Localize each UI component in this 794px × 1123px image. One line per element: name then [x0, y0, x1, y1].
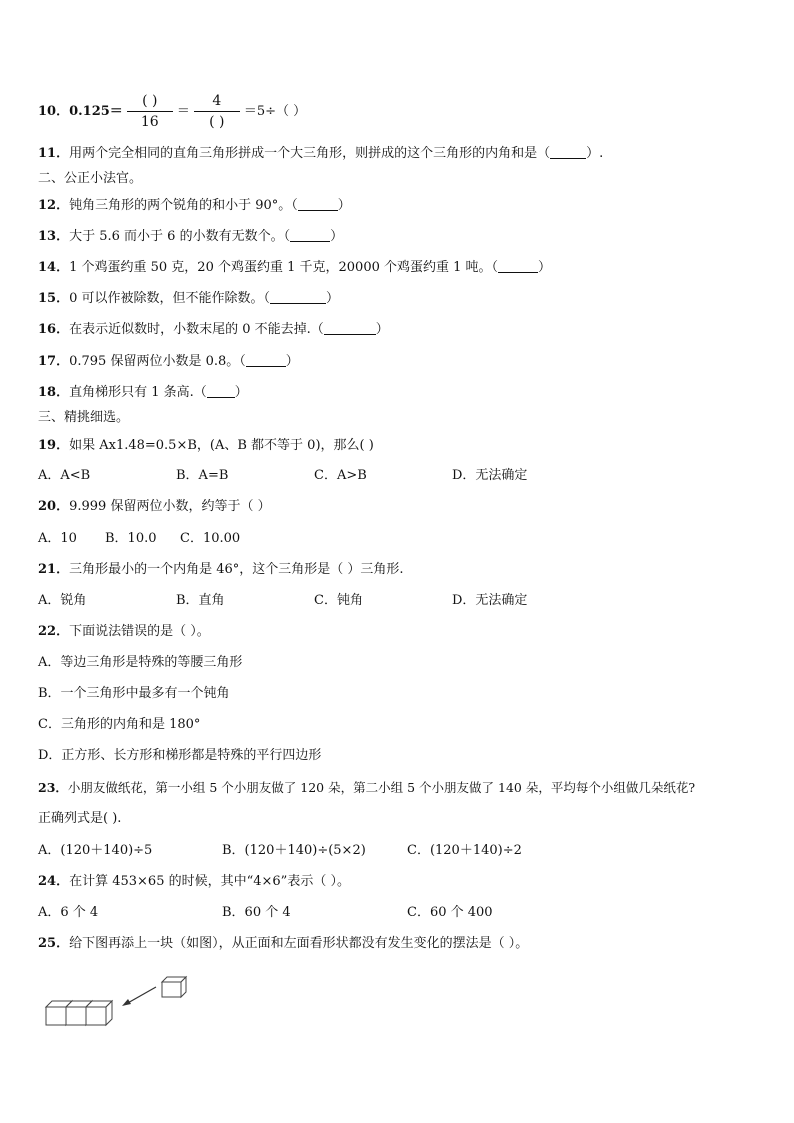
- option-c[interactable]: C．10.00: [180, 531, 241, 546]
- question-18: 18．直角梯形只有 1 条高.（ ）: [38, 385, 248, 400]
- option-c[interactable]: C．A>B: [314, 468, 367, 483]
- option-d[interactable]: D．无法确定: [452, 468, 528, 483]
- answer-blank[interactable]: [550, 146, 586, 159]
- answer-blank[interactable]: [246, 354, 286, 367]
- fraction-blank-over-16: $\frac{( )}{16}$: [127, 92, 173, 131]
- question-17: 17．0.795 保留两位小数是 0.8。（ ）: [38, 354, 299, 369]
- equals-sign: ＝: [176, 104, 190, 119]
- option-d[interactable]: D．无法确定: [452, 593, 528, 608]
- option-a[interactable]: A．6 个 4: [38, 905, 99, 920]
- question-10-lhs: 0.125＝: [69, 104, 123, 119]
- section-heading-2: 二、公正小法官。: [38, 171, 143, 186]
- option-b[interactable]: B．直角: [176, 593, 225, 608]
- answer-blank[interactable]: [324, 322, 376, 335]
- question-23-line-2: 正确列式是( ).: [38, 811, 122, 826]
- option-c[interactable]: C．钝角: [314, 593, 363, 608]
- question-24: 24．在计算 453×65 的时候，其中“4×6”表示（ ）。: [38, 874, 350, 889]
- option-c[interactable]: C．(120＋140)÷2: [407, 843, 522, 858]
- question-20: 20．9.999 保留两位小数，约等于（ ）: [38, 499, 271, 514]
- answer-blank[interactable]: [498, 260, 538, 273]
- option-b[interactable]: B．10.0: [105, 531, 157, 546]
- question-15: 15．0 可以作被除数，但不能作除数。（ ）: [38, 291, 340, 306]
- question-19: 19．如果 Ax1.48=0.5×B，(A、B 都不等于 0)，那么( ): [38, 438, 374, 453]
- option-a[interactable]: A．等边三角形是特殊的等腰三角形: [38, 655, 243, 670]
- section-heading-3: 三、精挑细选。: [38, 410, 130, 425]
- question-12: 12．钝角三角形的两个锐角的和小于 90°。（ ）: [38, 198, 351, 213]
- cube-figure: [40, 968, 200, 1032]
- option-b[interactable]: B．60 个 4: [222, 905, 291, 920]
- question-22: 22．下面说法错误的是（ ）。: [38, 624, 210, 639]
- question-10-tail: ＝5÷（ ）: [243, 104, 307, 119]
- question-14: 14．1 个鸡蛋约重 50 克，20 个鸡蛋约重 1 千克，20000 个鸡蛋约重 1 吨。（ ）: [38, 260, 552, 275]
- fraction-4-over-blank: $\frac{4}{( )}$: [194, 92, 240, 131]
- question-13: 13．大于 5.6 而小于 6 的小数有无数个。（ ）: [38, 229, 344, 244]
- option-a[interactable]: A．10: [38, 531, 77, 546]
- option-c[interactable]: C．三角形的内角和是 180°: [38, 717, 201, 732]
- option-a[interactable]: A．A<B: [38, 468, 91, 483]
- arrow-icon: [122, 987, 156, 1006]
- answer-blank[interactable]: [290, 229, 330, 242]
- option-d[interactable]: D．正方形、长方形和梯形都是特殊的平行四边形: [38, 748, 322, 763]
- question-25: 25．给下图再添上一块（如图），从正面和左面看形状都没有发生变化的摆法是（ ）。: [38, 936, 529, 951]
- option-a[interactable]: A．(120＋140)÷5: [38, 843, 153, 858]
- added-cube: [162, 977, 186, 997]
- answer-blank[interactable]: [207, 385, 235, 398]
- option-b[interactable]: B．一个三角形中最多有一个钝角: [38, 686, 230, 701]
- answer-blank[interactable]: [298, 198, 338, 211]
- question-23: 23．小朋友做纸花，第一小组 5 个小朋友做了 120 朵，第二小组 5 个小朋友做了 140 朵，平均每个小组做几朵纸花?: [38, 780, 696, 795]
- option-c[interactable]: C．60 个 400: [407, 905, 493, 920]
- question-10: [38, 92, 306, 131]
- cube-3: [86, 1001, 112, 1025]
- answer-blank[interactable]: [270, 291, 326, 304]
- question-21: 21．三角形最小的一个内角是 46°，这个三角形是（ ）三角形.: [38, 562, 404, 577]
- option-b[interactable]: B．(120＋140)÷(5×2): [222, 843, 366, 858]
- option-b[interactable]: B．A=B: [176, 468, 229, 483]
- question-11: 11．用两个完全相同的直角三角形拼成一个大三角形，则拼成的这个三角形的内角和是（ ）.: [38, 146, 604, 161]
- question-number: 10．: [38, 104, 70, 119]
- question-16: 16．在表示近似数时，小数末尾的 0 不能去掉.（ ）: [38, 322, 389, 337]
- option-a[interactable]: A．锐角: [38, 593, 87, 608]
